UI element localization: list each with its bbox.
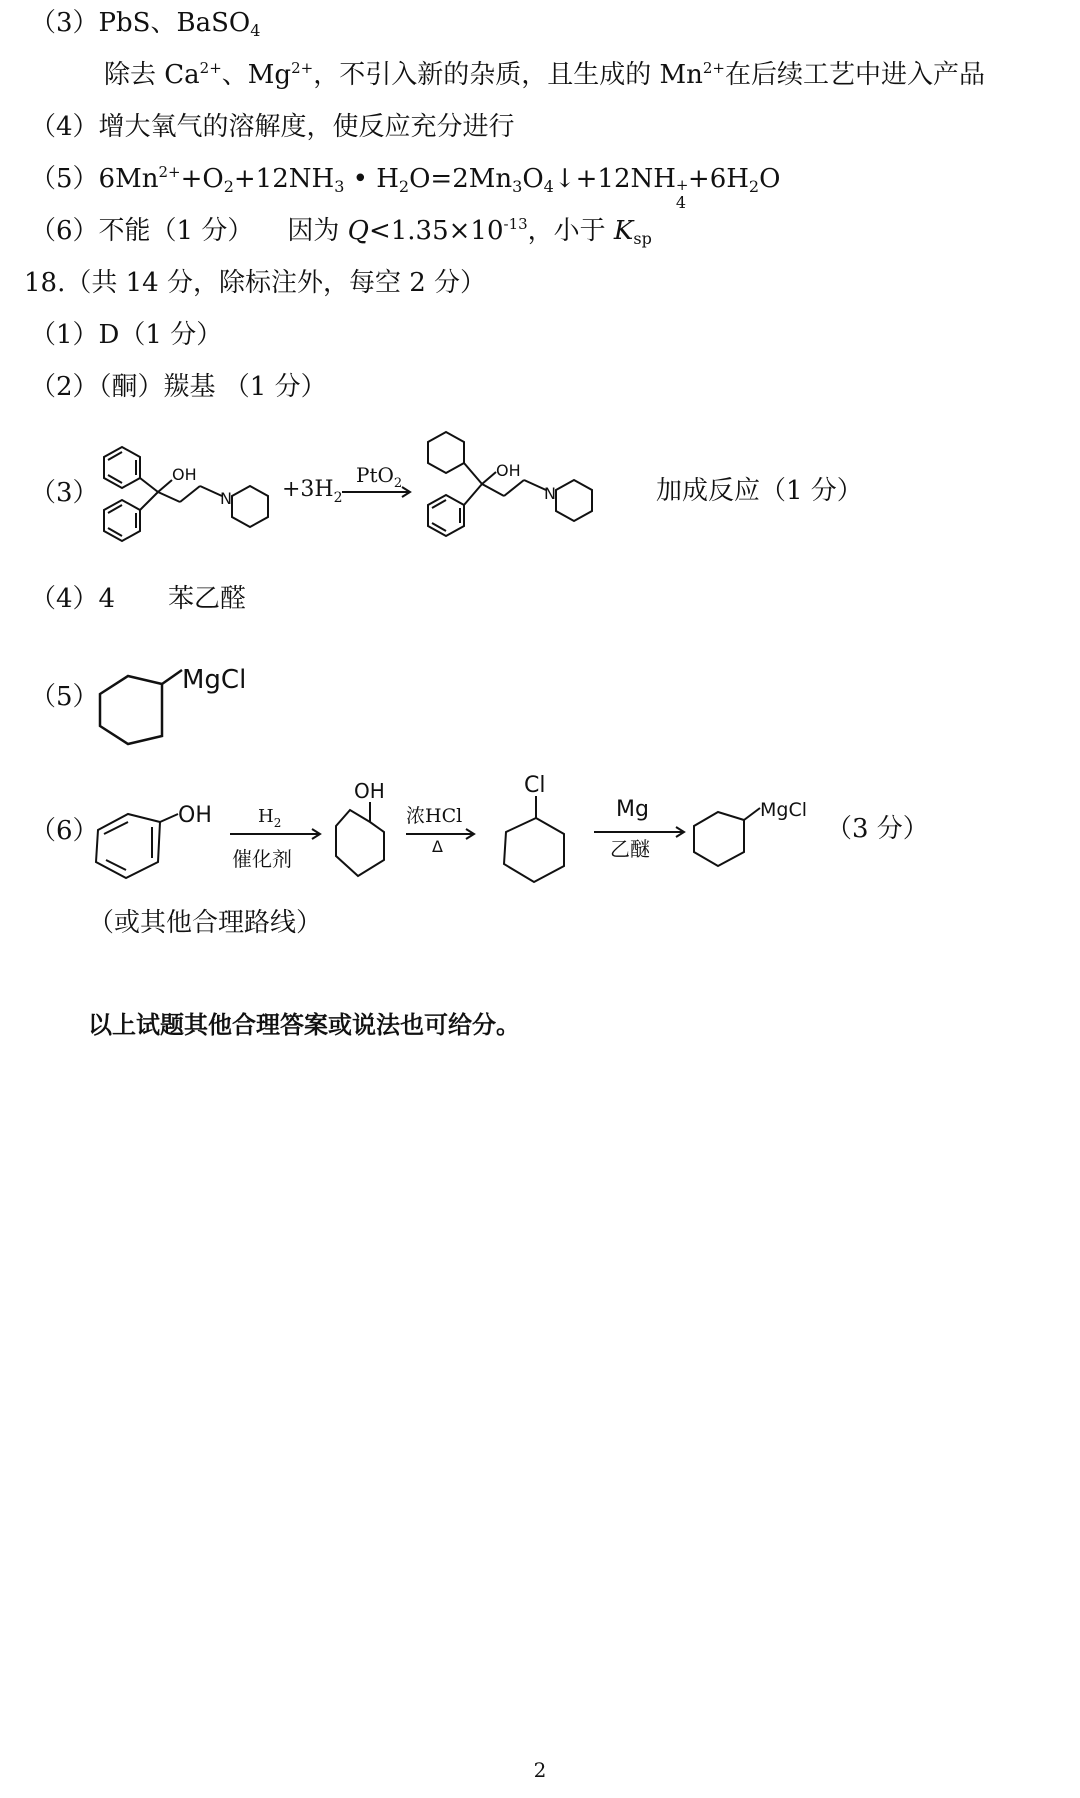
ether-solvent: 乙醚 (610, 837, 650, 861)
conc-hcl-reagent: 浓HCl (406, 805, 463, 827)
q18-header: 18.（共 14 分，除标注外，每空 2 分） (24, 268, 487, 298)
q18-part6-label: （6） (30, 816, 99, 846)
q18-part4-label: （4）4 (30, 584, 116, 614)
phenol-oh-label: OH (178, 803, 212, 828)
piperidine-ring-left (232, 486, 268, 527)
catalyst-label: 催化剂 (232, 847, 292, 871)
q3-answer: PbS、BaSO (98, 8, 251, 38)
q18-part5-label: （5） (30, 682, 99, 712)
hydroxyl-label-right: OH (496, 461, 521, 480)
q18-part3-note: 加成反应（1 分） (656, 476, 863, 506)
q3-answer-line: （3）PbS、BaSO$_4$ (30, 8, 261, 40)
h2-reagent: $H_2$ (258, 806, 282, 830)
cyclohexanol-oh-label: OH (354, 779, 385, 803)
q18-part3-label: （3） (30, 478, 99, 508)
cyclohexyl-ring (428, 432, 464, 473)
q3-reason-line: 除去 $Ca^{2+}$、$Mg^{2+}$，不引入新的杂质，且生成的 $Mn^{2+}$在后续工艺中进入产品 (104, 59, 985, 90)
q4-line: （4）增大氧气的溶解度，使反应充分进行 (30, 112, 515, 142)
heat-label: Δ (432, 837, 443, 856)
page-number: 2 (533, 1758, 547, 1782)
synthesis-route-scheme (88, 772, 848, 892)
chlorocyclohexane-ring (504, 818, 564, 882)
piperidine-ring-right (556, 480, 592, 521)
pto2-catalyst: PtO$_2$ (356, 463, 403, 491)
hydrogen-reagent: $+3H_2$ (282, 477, 343, 506)
q6-line: （6）不能（1 分） 因为 $Q<1.35\times 10^{-13}$，小于 $K_{sp}$ (30, 215, 652, 248)
q3-label: （3） (30, 8, 99, 38)
q18-part1: （1）D（1 分） (30, 320, 223, 350)
hydrogenation-reaction-scheme (80, 420, 740, 560)
nitrogen-label-right: N (544, 484, 556, 503)
benzene-ring (96, 814, 160, 878)
mgcl-label-final: MgCl (760, 799, 807, 821)
q5-equation-line: $(5)6Mn^{2+}+O_2+12NH_3$ • $H_2O=2Mn_3O_4↓+12NH$ + 4 $+6H_2O$ (30, 163, 781, 212)
q18-part4-answer: 苯乙醛 (168, 584, 247, 614)
cyclohexanol-ring (336, 810, 384, 876)
nitrogen-label-left: N (220, 489, 232, 508)
chlorine-label: Cl (524, 773, 546, 798)
hydroxyl-label-left: OH (172, 465, 197, 484)
footer-note: 以上试题其他合理答案或说法也可给分。 (88, 1011, 520, 1039)
cyclohexyl-mgcl-structure (92, 656, 272, 756)
q18-part6-score: （3 分） (826, 814, 929, 844)
mgcl-label: MgCl (182, 665, 247, 695)
q18-part6-alternative: （或其他合理路线） (88, 908, 323, 938)
cyclohexyl-ring-final (694, 812, 744, 866)
q18-part2: （2）（酮）羰基 （1 分） (30, 372, 327, 402)
mg-reagent: Mg (616, 797, 649, 822)
